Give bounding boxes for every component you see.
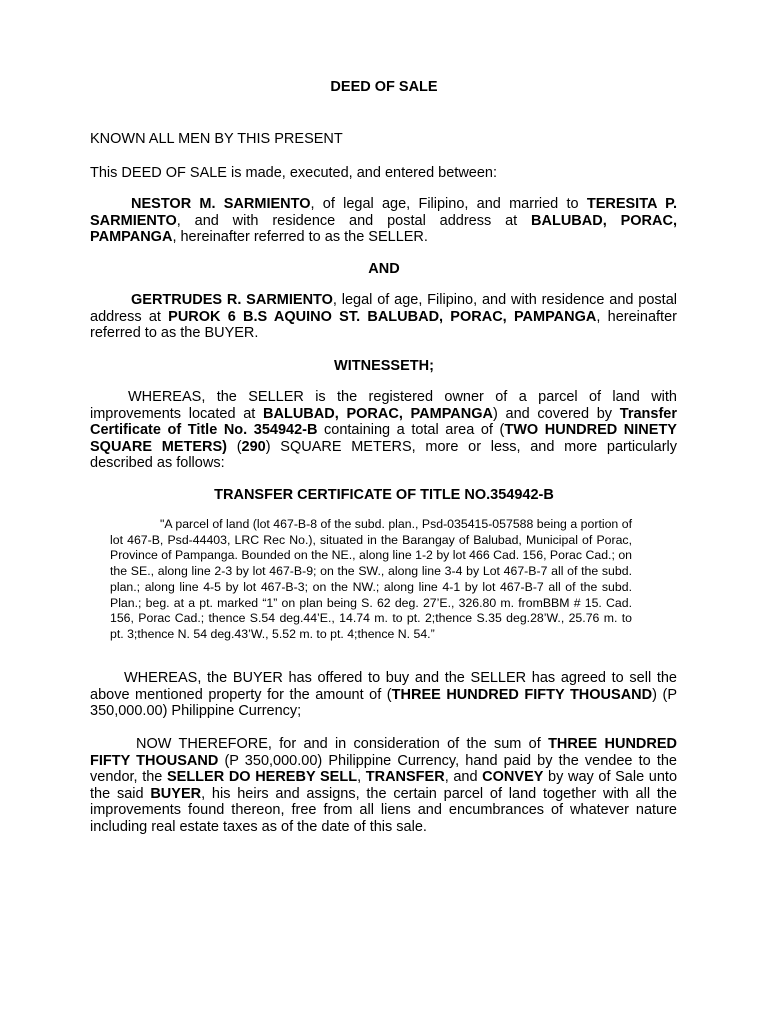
tct-heading: TRANSFER CERTIFICATE OF TITLE NO.354942-B <box>214 487 554 503</box>
consideration-amount-words: THREE HUNDRED FIFTY THOUSAND <box>90 736 678 769</box>
whereas1-text-4: ( <box>227 438 242 455</box>
transfer-clause: TRANSFER <box>365 769 445 786</box>
buyer-text-1: , legal of age, Filipino, and with residence and postal address at <box>90 292 677 325</box>
area-words: TWO HUNDRED NINETY SQUARE METERS) <box>90 422 677 455</box>
now-therefore-paragraph <box>90 736 677 836</box>
whereas2-text-1: WHEREAS, the BUYER has offered to buy and the SELLER has agreed to sell the above mentioned property for the amount of ( <box>90 670 677 703</box>
seller-name: NESTOR M. SARMIENTO <box>131 196 311 212</box>
seller-spouse: TERESITA P. SARMIENTO <box>90 196 678 229</box>
buyer-name: GERTRUDES R. SARMIENTO <box>131 292 333 308</box>
technical-description-text: "A parcel of land (lot 467-B-8 of the subd. plan., Psd-035415-057588 being a portion of lot 467-B, Psd-44403, LRC Rec No.), situated in the Barangay of Balubad, Municipal of Porac, Province of Pampanga. Bounded on the NE., along line 1-2 by lot 466 Cad. 156, Porac Cad.; on the SE., along line 2-3 by lot 467-B-9; on the SW., along line 3-4 by Lot 467-B-7 all of the subd. plan.; along line 4-5 by lot 467-B-3; on the NW.; along line 4-1 by lot 467-B-7 all of the subd. Plan.; beg. at a pt. marked “1” on plan being S. 62 deg. 27’E., 326.80 m. fromBBM # 15. Cad. 156, Porac Cad.; thence S.54 deg.44’E., 14.74 m. to pt. 2;thence S.35 deg.28’W., 25.76 m. to pt. 3;thence N. 54 deg.43’W., 5.52 m. to pt. 4;thence N. 54.” <box>110 517 632 641</box>
now-text-2: (P 350,000.00) Philippine Currency, hand paid by the vendee to the vendor, the <box>90 752 677 786</box>
seller-sell-clause: SELLER DO HEREBY SELL <box>166 769 358 786</box>
property-location: BALUBAD, PORAC, PAMPANGA <box>263 405 493 422</box>
whereas1-text-1: WHEREAS, the SELLER is the registered owner of a parcel of land with improvements located at <box>90 389 677 422</box>
witnesseth-heading: WITNESSETH; <box>334 358 434 374</box>
whereas1-text-2: ) and covered by <box>493 405 620 422</box>
convey-clause: CONVEY <box>482 769 544 786</box>
whereas2-text-2: ) (P 350,000.00) Philippine Currency; <box>90 686 678 720</box>
seller-text-3: , hereinafter referred to as the SELLER. <box>172 229 428 246</box>
offer-amount-words: THREE HUNDRED FIFTY THOUSAND <box>391 686 653 703</box>
now-text-3: , <box>357 769 366 786</box>
technical-description <box>110 517 632 643</box>
seller-address: BALUBAD, PORAC, PAMPANGA <box>90 212 677 246</box>
now-text-5: by way of Sale unto the said <box>90 769 678 802</box>
whereas-offer-paragraph <box>90 670 677 720</box>
seller-paragraph <box>90 196 677 246</box>
whereas-owner-paragraph <box>90 389 677 472</box>
now-text-4: , and <box>444 769 483 786</box>
tct-reference: Transfer Certificate of Title No. 354942-B <box>90 405 677 439</box>
and-heading: AND <box>368 261 400 277</box>
buyer-paragraph <box>90 292 677 342</box>
buyer-address: PUROK 6 B.S AQUINO ST. BALUBAD, PORAC, PAMPANGA <box>168 308 597 325</box>
whereas1-text-3: containing a total area of ( <box>317 422 505 439</box>
area-number: 290 <box>241 438 266 455</box>
buyer-text-2: , hereinafter referred to as the BUYER. <box>90 308 677 342</box>
intro-line: KNOWN ALL MEN BY THIS PRESENT <box>90 131 343 147</box>
seller-text-1: , of legal age, Filipino, and married to <box>310 196 587 212</box>
buyer-reference: BUYER <box>150 785 202 802</box>
seller-text-2: , and with residence and postal address at <box>176 212 532 229</box>
made-line: This DEED OF SALE is made, executed, and entered between: <box>90 165 498 181</box>
now-text-1: NOW THEREFORE, for and in consideration of the sum of <box>136 736 549 752</box>
now-text-6: , his heirs and assigns, the certain parcel of land together with all the improvements found thereon, free from all liens and encumbrances of whatever nature including real estate taxes as of the date of this sale. <box>90 785 677 835</box>
document-title: DEED OF SALE <box>330 79 438 95</box>
whereas1-text-5: ) SQUARE METERS, more or less, and more particularly described as follows: <box>90 438 677 472</box>
